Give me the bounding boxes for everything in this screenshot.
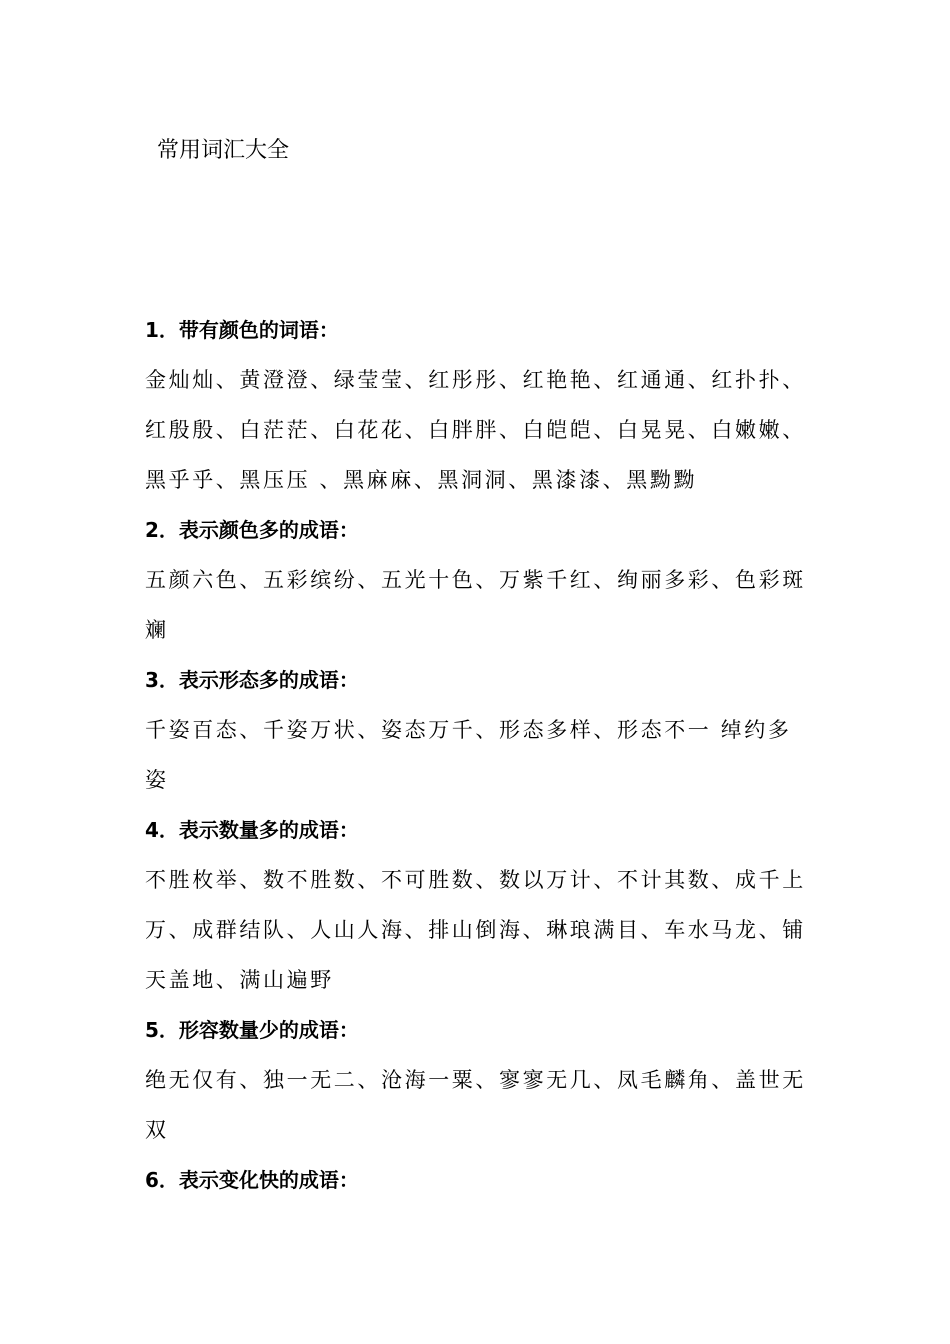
section-body: 五颜六色、五彩缤纷、五光十色、万紫千红、绚丽多彩、色彩斑斓 [145,568,806,642]
section-5 [145,1005,810,1155]
section-3 [145,655,810,805]
section-heading: 1．带有颜色的词语： [145,318,339,342]
document-content [145,305,810,1205]
section-heading: 2．表示颜色多的成语： [145,518,359,542]
section-4 [145,805,810,1005]
section-heading: 3．表示形态多的成语： [145,668,359,692]
document-title: 常用词汇大全 [157,138,290,163]
section-body: 绝无仅有、独一无二、沧海一粟、寥寥无几、凤毛麟角、盖世无双 [145,1068,806,1142]
section-heading: 4．表示数量多的成语： [145,818,359,842]
section-1 [145,305,810,505]
section-2 [145,505,810,655]
section-body: 千姿百态、千姿万状、姿态万千、形态多样、形态不一 绰约多姿 [145,718,792,792]
section-heading: 5．形容数量少的成语： [145,1018,359,1042]
section-body: 不胜枚举、数不胜数、不可胜数、数以万计、不计其数、成千上万、成群结队、人山人海、排山倒海、琳琅满目、车水马龙、铺天盖地、满山遍野 [145,868,806,992]
section-6 [145,1155,810,1205]
section-heading: 6．表示变化快的成语： [145,1168,359,1192]
section-body: 金灿灿、黄澄澄、绿莹莹、红彤彤、红艳艳、红通通、红扑扑、红殷殷、白茫茫、白花花、白胖胖、白皑皑、白晃晃、白嫩嫩、黑乎乎、黑压压 、黑麻麻、黑洞洞、黑漆漆、黑黝黝 [145,368,806,492]
